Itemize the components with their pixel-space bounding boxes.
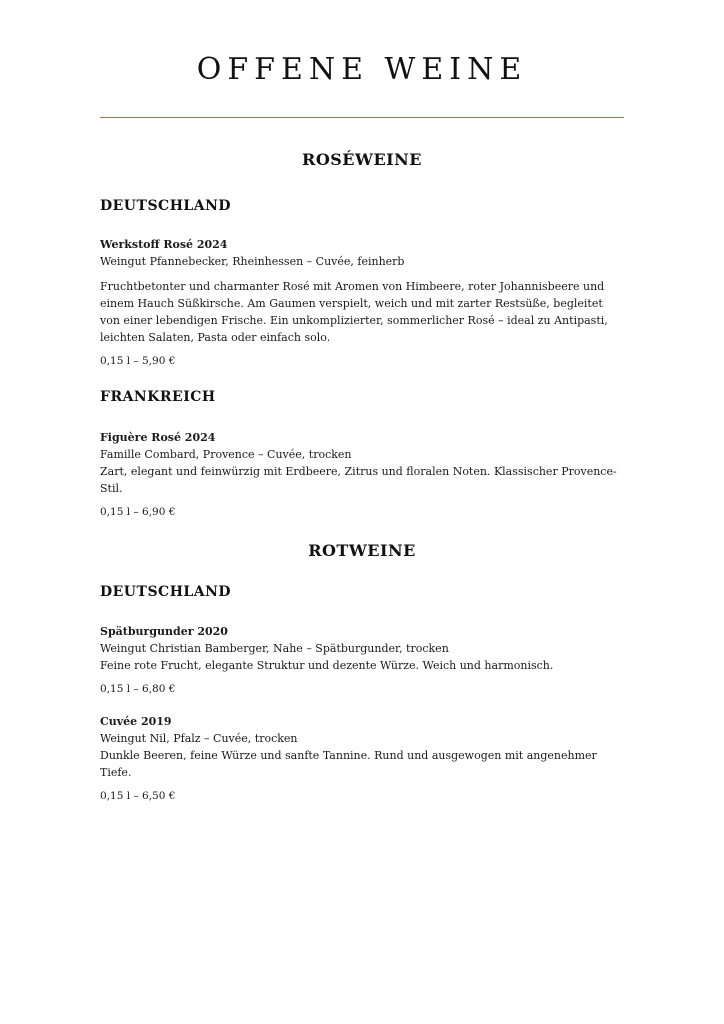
wine-description: Zart, elegant und feinwürzig mit Erdbeere, Zitrus und floralen Noten. Klassischer Provence-Stil. xyxy=(100,465,617,495)
wine-item xyxy=(100,429,620,521)
wine-item xyxy=(100,713,620,805)
wine-name: Spätburgunder 2020 xyxy=(100,625,228,638)
page-title: OFFENE WEINE xyxy=(196,52,528,87)
wine-producer: Weingut Nil, Pfalz – Cuvée, trocken xyxy=(100,732,298,745)
wine-name: Werkstoff Rosé 2024 xyxy=(100,238,228,251)
wine-name: Figuère Rosé 2024 xyxy=(100,431,216,444)
wine-item xyxy=(100,236,620,370)
wine-price: 0,15 l – 6,50 € xyxy=(100,790,176,802)
wine-description: Fruchtbetonter und charmanter Rosé mit Aromen von Himbeere, roter Johannisbeere und einem Hauch Süßkirsche. Am Gaumen verspielt, weich und mit zarter Restsüße, begleitet von einer lebendigen Frische. Ein unkomplizierter, sommerlicher Rosé – ideal zu Antipasti, leichten Salaten, Pasta oder einfach solo. xyxy=(100,280,608,344)
wine-price: 0,15 l – 6,90 € xyxy=(100,506,176,518)
wine-price: 0,15 l – 5,90 € xyxy=(100,355,176,367)
wine-producer: Famille Combard, Provence – Cuvée, trocken xyxy=(100,448,352,461)
category-heading-rot: ROTWEINE xyxy=(308,541,416,560)
wine-description: Dunkle Beeren, feine Würze und sanfte Tannine. Rund und ausgewogen mit angenehmer Tiefe. xyxy=(100,749,597,779)
wine-item xyxy=(100,623,620,698)
region-heading-deutschland: DEUTSCHLAND xyxy=(100,584,232,600)
region-heading-frankreich: FRANKREICH xyxy=(100,389,216,405)
wine-price: 0,15 l – 6,80 € xyxy=(100,683,176,695)
wine-producer: Weingut Pfannebecker, Rheinhessen – Cuvée, feinherb xyxy=(100,255,405,268)
wine-description: Feine rote Frucht, elegante Struktur und dezente Würze. Weich und harmonisch. xyxy=(100,659,554,672)
title-divider xyxy=(100,117,624,118)
wine-name: Cuvée 2019 xyxy=(100,715,172,728)
category-heading-rose: ROSÉWEINE xyxy=(302,150,422,169)
region-heading-deutschland: DEUTSCHLAND xyxy=(100,198,232,214)
wine-producer: Weingut Christian Bamberger, Nahe – Spätburgunder, trocken xyxy=(100,642,449,655)
